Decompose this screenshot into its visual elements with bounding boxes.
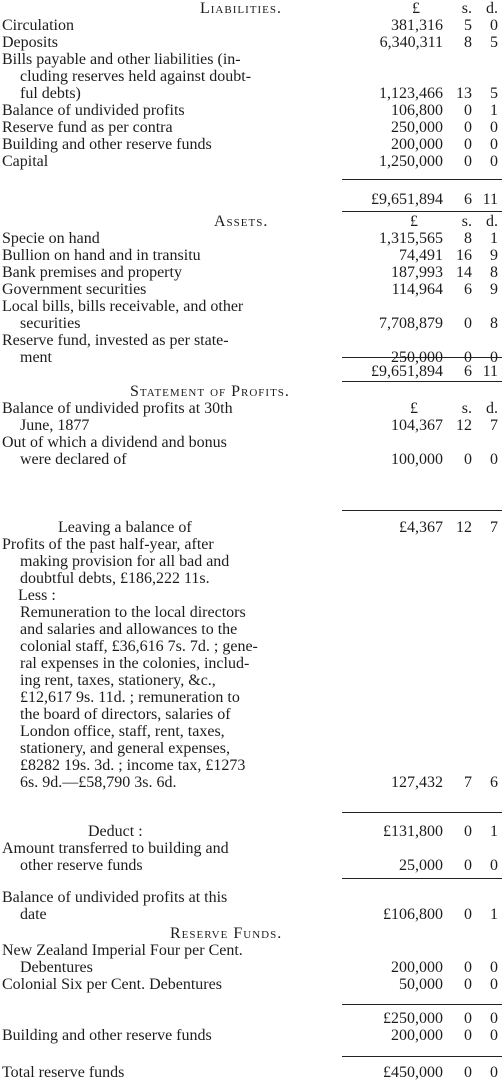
- profits-row-label: Remuneration to the local directors: [20, 604, 246, 621]
- reserve_funds-row-1-pence: 0: [490, 976, 498, 993]
- profits-row-1-pounds: 100,000: [391, 451, 443, 468]
- assets-row-3-shillings: 6: [464, 281, 472, 298]
- reserve_funds-row-4-pounds: £450,000: [383, 1064, 443, 1081]
- profits-rule-1: [342, 510, 502, 511]
- reserve_funds-row-1-pounds: 50,000: [399, 976, 443, 993]
- reserve_funds-row-3-pounds: 200,000: [391, 1027, 443, 1044]
- assets-row-5-shillings: 0: [464, 349, 472, 366]
- assets-row-4-pence: 8: [490, 315, 498, 332]
- assets-rule: [342, 357, 502, 358]
- reserve_funds-row-label: Debentures: [20, 959, 93, 976]
- assets-row-3-pence: 9: [490, 281, 498, 298]
- liabilities-total-pence: 11: [482, 191, 498, 208]
- reserve_funds-row-2-pounds: £250,000: [383, 1010, 443, 1027]
- profits-row-label: ral expenses in the colonies, includ-: [20, 655, 250, 672]
- profits-row-label: Profits of the past half-year, after: [2, 536, 214, 553]
- liabilities-row-1-pounds: 6,340,311: [379, 34, 443, 51]
- liabilities-row-5-pounds: 200,000: [391, 136, 443, 153]
- profits-col-shillings: s.: [461, 400, 472, 417]
- profits-row-5-pounds: 25,000: [399, 857, 443, 874]
- liabilities-row-label: Capital: [2, 153, 49, 170]
- profits-heading: Statement of Profits.: [130, 383, 290, 400]
- profits-row-2-pounds: £4,367: [399, 519, 443, 536]
- profits-row-3-shillings: 7: [464, 774, 472, 791]
- profits-row-label: Balance of undivided profits at this: [2, 889, 228, 906]
- reserve-rule-1: [342, 1004, 502, 1005]
- profits-row-label: other reserve funds: [20, 857, 143, 874]
- liabilities-row-6-pounds: 1,250,000: [379, 153, 443, 170]
- profits-row-label: Balance of undivided profits at 30th: [2, 400, 233, 417]
- liabilities-row-0-pence: 0: [490, 17, 498, 34]
- assets-row-4-pounds: 7,708,879: [379, 315, 443, 332]
- profits-row-label: doubtful debts, £186,222 11s.: [20, 570, 210, 587]
- assets-col-pence: d.: [486, 213, 498, 230]
- profits-row-label: June, 1877: [20, 417, 90, 434]
- assets-row-0-pounds: 1,315,565: [379, 230, 443, 247]
- assets-total-shillings: 6: [464, 363, 472, 380]
- assets-col-pounds: £: [410, 213, 418, 230]
- reserve_funds-row-4-shillings: 0: [464, 1064, 472, 1081]
- reserve_funds-row-3-pence: 0: [490, 1027, 498, 1044]
- assets-row-5-pounds: 250,000: [391, 349, 443, 366]
- liabilities-col-pence: d.: [486, 0, 498, 17]
- liabilities-row-5-pence: 0: [490, 136, 498, 153]
- profits-row-label: Amount transferred to building and: [2, 840, 229, 857]
- profits-rule-2: [342, 812, 502, 813]
- liabilities-row-0-shillings: 5: [464, 17, 472, 34]
- profits-col-pence: d.: [486, 400, 498, 417]
- profits-row-label: colonial staff, £36,616 7s. 7d. ; gene-: [20, 638, 258, 655]
- assets-row-2-pence: 8: [490, 264, 498, 281]
- profits-row-label: making provision for all bad and: [20, 553, 230, 570]
- profits-row-label: Deduct :: [88, 823, 143, 840]
- profits-rule-3: [342, 878, 502, 879]
- reserve_funds-row-4-pence: 0: [490, 1064, 498, 1081]
- assets-row-label: Local bills, bills receivable, and other: [2, 298, 244, 315]
- liabilities-row-label: ful debts): [20, 85, 81, 102]
- profits-row-label: London office, staff, rent, taxes,: [20, 723, 225, 740]
- liabilities-row-1-shillings: 8: [464, 34, 472, 51]
- profits-row-label: Out of which a dividend and bonus: [2, 434, 227, 451]
- profits-row-label: 6s. 9d.—£58,790 3s. 6d.: [20, 774, 177, 791]
- profits-row-0-pounds: 104,367: [391, 417, 443, 434]
- profits-row-0-pence: 7: [490, 417, 498, 434]
- assets-row-1-shillings: 16: [456, 247, 472, 264]
- assets-row-label: Bullion on hand and in transitu: [2, 247, 201, 264]
- liabilities-heading: Liabilities.: [200, 0, 282, 17]
- liabilities-row-label: Reserve fund as per contra: [2, 119, 173, 136]
- profits-row-6-shillings: 0: [464, 906, 472, 923]
- liabilities-row-1-pence: 5: [490, 34, 498, 51]
- reserve_funds-row-0-pence: 0: [490, 959, 498, 976]
- reserve_funds-row-label: Building and other reserve funds: [2, 1027, 212, 1044]
- liabilities-col-pounds: £: [412, 0, 420, 17]
- liabilities-row-4-pounds: 250,000: [391, 119, 443, 136]
- assets-row-label: Government securities: [2, 281, 147, 298]
- reserve_funds-row-2-pence: 0: [490, 1010, 498, 1027]
- assets-col-shillings: s.: [461, 213, 472, 230]
- liabilities-row-label: cluding reserves held against doubt-: [20, 68, 252, 85]
- liabilities-rule: [342, 179, 502, 180]
- reserve_funds-heading: Reserve Funds.: [170, 925, 283, 942]
- profits-row-1-shillings: 0: [464, 451, 472, 468]
- liabilities-row-4-pence: 0: [490, 119, 498, 136]
- reserve_funds-row-label: New Zealand Imperial Four per Cent.: [2, 942, 243, 959]
- liabilities-row-label: Building and other reserve funds: [2, 136, 212, 153]
- liabilities-row-3-shillings: 0: [464, 102, 472, 119]
- reserve_funds-row-2-shillings: 0: [464, 1010, 472, 1027]
- assets-row-5-pence: 0: [490, 349, 498, 366]
- reserve_funds-row-1-shillings: 0: [464, 976, 472, 993]
- liabilities-row-2-pounds: 1,123,466: [379, 85, 443, 102]
- profits-row-label: date: [20, 906, 47, 923]
- assets-total-rule: [342, 381, 502, 382]
- liabilities-row-5-shillings: 0: [464, 136, 472, 153]
- profits-row-6-pounds: £106,800: [383, 906, 443, 923]
- assets-row-label: Reserve fund, invested as per state-: [2, 332, 229, 349]
- assets-row-label: Bank premises and property: [2, 264, 182, 281]
- assets-row-3-pounds: 114,964: [391, 281, 443, 298]
- reserve_funds-row-label: Total reserve funds: [2, 1064, 125, 1081]
- assets-row-0-pence: 1: [490, 230, 498, 247]
- profits-row-4-shillings: 0: [464, 823, 472, 840]
- assets-row-2-shillings: 14: [456, 264, 472, 281]
- profits-row-label: £8282 19s. 3d. ; income tax, £1273: [20, 757, 246, 774]
- liabilities-row-6-shillings: 0: [464, 153, 472, 170]
- liabilities-row-3-pence: 1: [490, 102, 498, 119]
- liabilities-row-0-pounds: 381,316: [391, 17, 443, 34]
- liabilities-row-6-pence: 0: [490, 153, 498, 170]
- reserve_funds-row-0-pounds: 200,000: [391, 959, 443, 976]
- profits-row-1-pence: 0: [490, 451, 498, 468]
- profits-row-6-pence: 1: [490, 906, 498, 923]
- liabilities-row-2-shillings: 13: [456, 85, 472, 102]
- profits-row-2-shillings: 12: [456, 519, 472, 536]
- profits-row-label: £12,617 9s. 11d. ; remuneration to: [20, 689, 240, 706]
- profits-row-2-pence: 7: [490, 519, 498, 536]
- assets-row-4-shillings: 0: [464, 315, 472, 332]
- liabilities-row-label: Balance of undivided profits: [2, 102, 185, 119]
- reserve-rule-2: [342, 1056, 502, 1057]
- liabilities-total-rule: [342, 211, 502, 212]
- assets-total-pounds: £9,651,894: [371, 363, 443, 380]
- reserve_funds-row-3-shillings: 0: [464, 1027, 472, 1044]
- profits-row-label: ing rent, taxes, stationery, &c.,: [20, 672, 216, 689]
- assets-row-0-shillings: 8: [464, 230, 472, 247]
- profits-row-label: were declared of: [20, 451, 127, 468]
- assets-row-label: ment: [20, 349, 52, 366]
- reserve_funds-row-label: Colonial Six per Cent. Debentures: [2, 976, 222, 993]
- profits-row-label: Less :: [18, 587, 56, 604]
- assets-row-label: securities: [20, 315, 81, 332]
- liabilities-row-label: Deposits: [2, 34, 58, 51]
- assets-total-pence: 11: [482, 363, 498, 380]
- profits-row-3-pence: 6: [490, 774, 498, 791]
- profits-row-label: the board of directors, salaries of: [20, 706, 231, 723]
- liabilities-row-3-pounds: 106,800: [391, 102, 443, 119]
- liabilities-row-label: Circulation: [2, 17, 74, 34]
- profits-col-pounds: £: [410, 400, 418, 417]
- liabilities-col-shillings: s.: [461, 0, 472, 17]
- profits-row-5-pence: 0: [490, 857, 498, 874]
- assets-row-2-pounds: 187,993: [391, 264, 443, 281]
- profits-row-4-pence: 1: [490, 823, 498, 840]
- profits-row-4-pounds: £131,800: [383, 823, 443, 840]
- reserve_funds-row-0-shillings: 0: [464, 959, 472, 976]
- profits-row-3-pounds: 127,432: [391, 774, 443, 791]
- liabilities-row-label: Bills payable and other liabilities (in-: [2, 51, 241, 68]
- profits-row-label: Leaving a balance of: [58, 519, 192, 536]
- assets-row-label: Specie on hand: [2, 230, 100, 247]
- profits-row-label: and salaries and allowances to the: [20, 621, 238, 638]
- liabilities-row-4-shillings: 0: [464, 119, 472, 136]
- assets-row-1-pounds: 74,491: [399, 247, 443, 264]
- profits-row-5-shillings: 0: [464, 857, 472, 874]
- profits-row-0-shillings: 12: [456, 417, 472, 434]
- liabilities-total-pounds: £9,651,894: [371, 191, 443, 208]
- liabilities-row-2-pence: 5: [490, 85, 498, 102]
- assets-row-1-pence: 9: [490, 247, 498, 264]
- liabilities-total-shillings: 6: [464, 191, 472, 208]
- profits-row-label: stationery, and general expenses,: [20, 740, 230, 757]
- assets-heading: Assets.: [214, 213, 269, 230]
